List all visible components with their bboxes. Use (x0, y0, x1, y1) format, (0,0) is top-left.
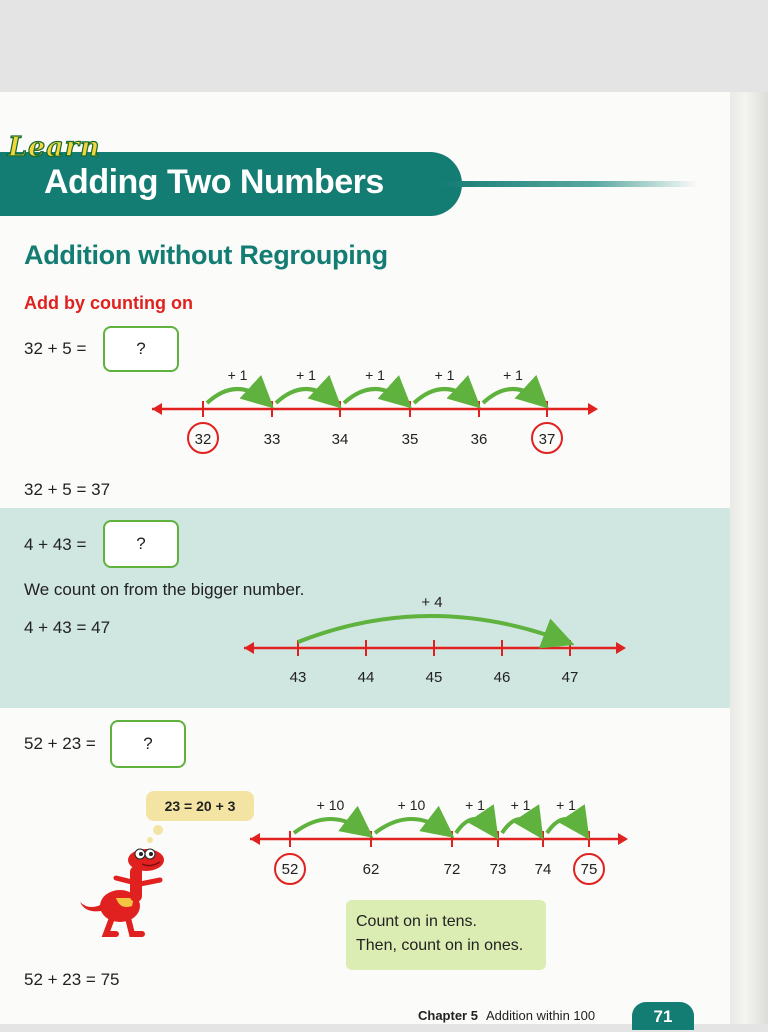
jump-arc (456, 819, 494, 833)
jump-label: + 1 (510, 797, 531, 813)
section-heading: Addition without Regrouping (24, 240, 388, 270)
thought-bubble: 23 = 20 + 3 (146, 791, 254, 821)
jump-label: + 1 (503, 367, 523, 383)
example3-answer-box[interactable]: ? (110, 720, 186, 768)
footer-chapter-title: Addition within 100 (485, 1008, 596, 1023)
sub-heading: Add by counting on (24, 293, 193, 313)
page-number: 71 (632, 1002, 694, 1030)
lesson-title: Adding Two Numbers (44, 163, 384, 201)
jump-label: + 1 (227, 367, 248, 383)
arrowhead-right (618, 833, 628, 845)
tick-label: 44 (357, 669, 375, 686)
dinosaur-mascot-icon (76, 840, 186, 940)
example1-result: 32 + 5 = 37 (24, 480, 111, 499)
tick-label: 46 (493, 669, 511, 686)
jump-arc (294, 819, 367, 833)
example1-question: 32 + 5 = (24, 339, 87, 358)
tick-label: 36 (470, 431, 488, 448)
example3-result: 52 + 23 = 75 (24, 970, 120, 989)
tick-label: 43 (289, 669, 307, 686)
tick-label: 45 (425, 669, 443, 686)
jump-arc (375, 819, 448, 833)
example2-question: 4 + 43 = (24, 535, 87, 554)
jump-arc (547, 819, 585, 833)
jump-label: + 1 (434, 367, 455, 383)
footer (418, 1008, 595, 1023)
jump-label: + 1 (465, 797, 485, 813)
jump-label: + 4 (421, 594, 443, 611)
tick-label: 33 (263, 431, 281, 448)
example2-answer-box[interactable]: ? (103, 520, 179, 568)
tip-line-1: Count on in tens. (356, 913, 477, 930)
jump-label: + 10 (397, 797, 426, 813)
example2-note: We count on from the bigger number. (24, 580, 305, 599)
tick-label: 37 (538, 431, 556, 448)
example1-answer-box[interactable]: ? (103, 326, 179, 372)
example3-question: 52 + 23 = (24, 734, 96, 753)
tick-label: 62 (362, 861, 380, 878)
learn-label: Learn (8, 132, 101, 163)
tick-label: 32 (194, 431, 212, 448)
tip-box (346, 900, 546, 970)
jump-arc (502, 819, 539, 833)
example2-result: 4 + 43 = 47 (24, 618, 111, 637)
arrowhead-left (250, 833, 260, 845)
tick-label: 74 (534, 861, 552, 878)
tick-label: 34 (331, 431, 349, 448)
footer-chapter: Chapter 5 (418, 1008, 478, 1023)
tick-label: 73 (489, 861, 507, 878)
tick-label: 35 (401, 431, 419, 448)
jump-label: + 1 (556, 797, 576, 813)
tip-line-2: Then, count on in ones. (356, 937, 524, 954)
tick-label: 52 (281, 861, 299, 878)
jump-label: + 1 (296, 367, 316, 383)
jump-label: + 10 (316, 797, 345, 813)
tick-label: 75 (580, 861, 598, 878)
jump-label: + 1 (365, 367, 385, 383)
tick-label: 47 (561, 669, 579, 686)
tick-label: 72 (443, 861, 461, 878)
